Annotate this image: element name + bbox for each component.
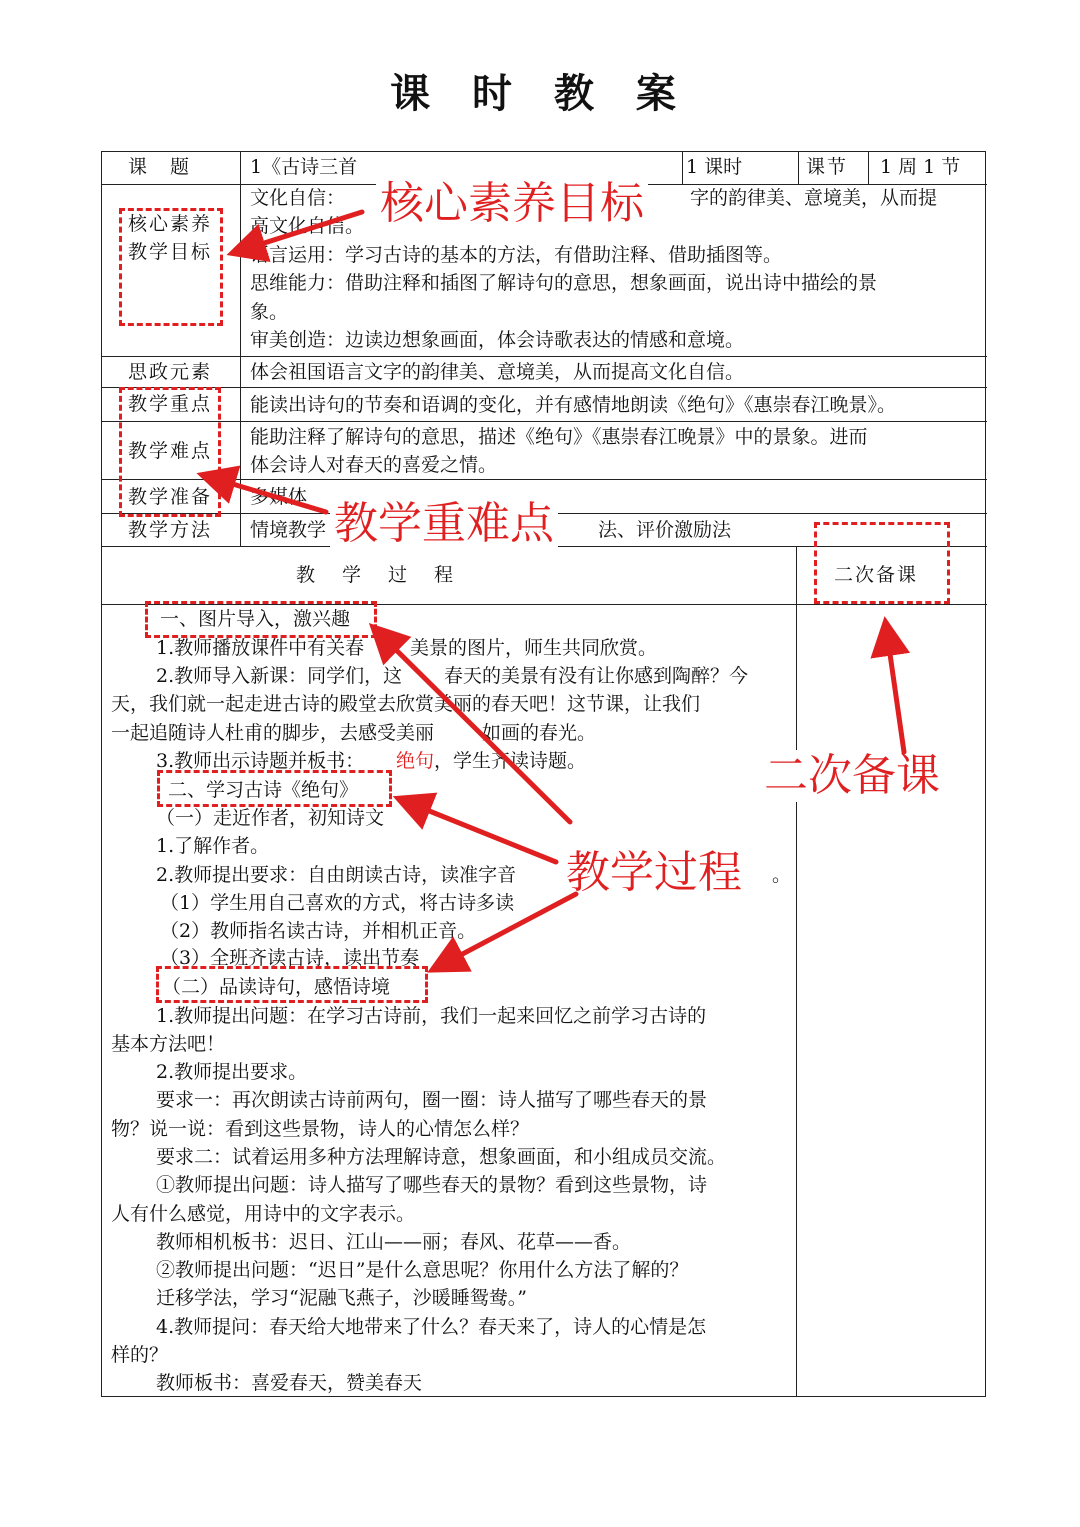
core-line-cultural-cont: 字的韵律美、意境美，从而提 [690,187,938,209]
arrow-to-section-2 [402,800,556,862]
process-line: 天，我们就一起走进古诗的殿堂去欣赏美丽的春天吧！这节课，让我们 [111,693,701,715]
section-label: 课节 [806,156,849,178]
key-point-label: 教学重点 [128,393,213,415]
method-value-start: 情境教学 [250,519,327,541]
prep-label: 教学准备 [128,486,213,508]
method-label: 教学方法 [128,519,213,541]
process-line: 人有什么感觉，用诗中的文字表示。 [111,1203,416,1225]
process-line: ①教师提出问题：诗人描写了哪些春天的景物？看到这些景物，诗 [156,1174,708,1196]
core-line-thinking: 思维能力：借助注释和插图了解诗句的意思，想象画面，说出诗中描绘的景 [250,272,878,294]
core-line-aesthetic: 审美创造：边读边想象画面，体会诗歌表达的情感和意境。 [250,329,745,351]
difficult-point-label: 教学难点 [128,440,213,462]
core-line-language: 语言运用：学习古诗的基本的方法，有借助注释、借助插图等。 [250,244,783,266]
core-line-thinking-end: 象。 [250,301,289,323]
process-line: 。 [772,864,792,886]
process-line: 4.教师提问：春天给大地带来了什么？春天来了，诗人的心情是怎 [156,1316,707,1338]
arrow-to-second-prep-box [886,626,904,752]
subsection-heading: （二）品读诗句，感悟诗境 [162,976,391,998]
process-line: ，学生齐读诗题。 [434,750,587,772]
prep-value: 多媒体 [250,486,308,508]
process-line: 迁移学法，学习“泥融飞燕子，沙暖睡鸳鸯。” [156,1287,527,1309]
document-title: 课 时 教 案 [390,71,690,117]
arrow-to-section-1 [376,630,570,822]
process-line: 美景的图片，师生共同欣赏。 [410,637,658,659]
key-point-value: 能读出诗句的节奏和语调的变化，并有感情地朗读《绝句》《惠崇春江晚景》。 [250,394,897,416]
process-line: 基本方法吧！ [111,1033,226,1055]
process-line: 1.了解作者。 [156,835,270,857]
ideology-label: 思政元素 [128,361,213,383]
process-line: 3.教师出示诗题并板书： [156,750,365,772]
second-prep-header: 二次备课 [834,564,919,586]
process-line: 1.教师播放课件中有关春 [156,637,365,659]
arrow-to-core-label [236,212,365,252]
process-line: 2.教师提出要求：自由朗读古诗，读准字音 [156,864,517,886]
arrow-to-subsection-2 [436,894,576,968]
topic-value: 1《古诗三首 [250,156,358,178]
process-line: 教师相机板书：迟日、江山——丽；春风、花草——香。 [156,1231,632,1253]
process-line: ②教师提出问题：“迟日”是什么意思呢？你用什么方法了解的？ [156,1259,689,1281]
process-line: 2.教师提出要求。 [156,1061,308,1083]
core-label-line1: 核心素养 [128,213,213,235]
topic-label: 课 题 [128,156,192,178]
method-value-end: 法、评价激励法 [598,519,732,541]
process-line: （2）教师指名读古诗，并相机正音。 [160,920,477,942]
highlighted-poem-title: 绝句 [396,750,435,772]
core-line-cultural-end: 高文化自信。 [250,215,365,237]
difficult-point-line1: 能助注释了解诗句的意思，描述《绝句》《惠崇春江晚景》中的景象。进而 [250,426,868,448]
core-line-cultural: 文化自信： [250,187,346,209]
process-line: 物？说一说：看到这些景物，诗人的心情怎么样？ [111,1118,530,1140]
process-line: 一起追随诗人杜甫的脚步，去感受美丽 [111,722,435,744]
process-line: 样的？ [111,1344,169,1366]
process-line: （1）学生用自己喜欢的方式，将古诗多读 [160,892,515,914]
section-1-heading: 一、图片导入，激兴趣 [160,608,351,630]
annotation-teaching-process: 教学过程 [562,847,746,899]
process-header: 教 学 过 程 [296,564,458,586]
process-line: 如画的春光。 [482,722,597,744]
subsection-heading: （一）走近作者，初知诗文 [156,807,385,829]
process-line: 要求一：再次朗读古诗前两句，圈一圈：诗人描写了哪些春天的景 [156,1089,708,1111]
period-value: 1 课时 [686,156,743,178]
difficult-point-line2: 体会诗人对春天的喜爱之情。 [250,454,498,476]
process-line: 要求二：试着运用多种方法理解诗意，想象画面，和小组成员交流。 [156,1146,727,1168]
process-line: 1.教师提出问题：在学习古诗前，我们一起来回忆之前学习古诗的 [156,1005,707,1027]
process-line: 2.教师导入新课：同学们，这 [156,665,403,687]
annotation-key-difficult: 教学重难点 [330,498,558,550]
annotation-core-literacy: 核心素养目标 [376,178,648,230]
process-line: （3）全班齐读古诗，读出节奏 [160,947,420,969]
section-value: 1 周 1 节 [880,156,961,178]
ideology-value: 体会祖国语言文字的韵律美、意境美，从而提高文化自信。 [250,361,745,383]
process-line: 春天的美景有没有让你感到陶醉？今 [444,665,749,687]
annotation-second-prep: 二次备课 [760,750,944,802]
section-2-heading: 二、学习古诗《绝句》 [168,779,359,801]
core-label-line2: 教学目标 [128,241,213,263]
arrow-to-key-difficult [206,476,326,512]
process-line: 教师板书：喜爱春天，赞美春天 [156,1372,423,1394]
